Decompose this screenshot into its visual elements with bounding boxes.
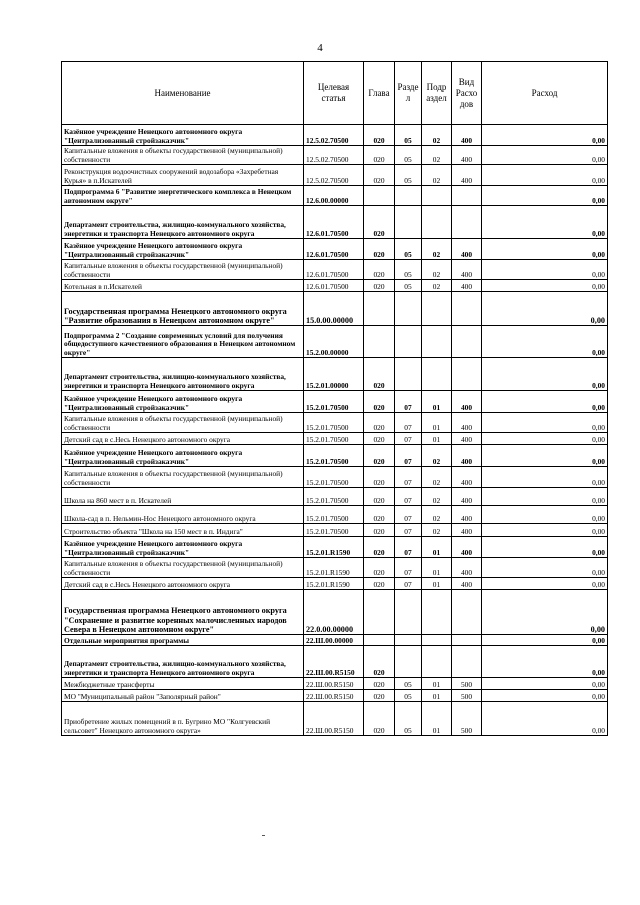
header-type: Вид Расхо дов <box>452 62 482 125</box>
cell-amount: 0,00 <box>482 678 608 690</box>
cell-subsection: 02 <box>422 165 452 186</box>
cell-amount: 0,00 <box>482 467 608 488</box>
cell-section: 05 <box>395 165 422 186</box>
cell-target: 22.Ш.00.R5150 <box>304 678 364 690</box>
cell-amount: 0,00 <box>482 186 608 206</box>
table-row <box>62 358 608 391</box>
cell-target: 12.6.00.00000 <box>304 186 364 206</box>
table-row <box>62 186 608 206</box>
cell-name: Реконструкция водоочистных сооружений водозабора «Захребетная Курья» в п.Искателей <box>62 165 304 186</box>
table-header-row <box>62 62 608 125</box>
cell-chapter: 020 <box>364 391 395 413</box>
cell-section <box>395 326 422 358</box>
cell-chapter: 020 <box>364 558 395 578</box>
cell-chapter: 020 <box>364 488 395 506</box>
cell-amount: 0,00 <box>482 558 608 578</box>
cell-type: 400 <box>452 578 482 590</box>
cell-amount: 0,00 <box>482 506 608 524</box>
table-row <box>62 326 608 358</box>
cell-target: 15.2.01.70500 <box>304 506 364 524</box>
cell-target: 12.6.01.70500 <box>304 280 364 292</box>
cell-type <box>452 186 482 206</box>
cell-amount: 0,00 <box>482 358 608 391</box>
cell-subsection <box>422 292 452 326</box>
cell-amount: 0,00 <box>482 165 608 186</box>
cell-name: Департамент строительства, жилищно-коммунального хозяйства, энергетики и транспорта Ненецкого автономного округа <box>62 206 304 239</box>
cell-section: 05 <box>395 146 422 165</box>
table-row <box>62 206 608 239</box>
cell-target: 22.Ш.00.R5150 <box>304 690 364 702</box>
cell-name: Детский сад в с.Несь Ненецкого автономного округа <box>62 578 304 590</box>
cell-chapter: 020 <box>364 358 395 391</box>
cell-type: 400 <box>452 524 482 537</box>
cell-section: 07 <box>395 578 422 590</box>
cell-amount: 0,00 <box>482 524 608 537</box>
budget-table <box>61 61 608 736</box>
cell-type: 400 <box>452 165 482 186</box>
table-row <box>62 280 608 292</box>
cell-type <box>452 206 482 239</box>
cell-chapter: 020 <box>364 413 395 433</box>
cell-section: 07 <box>395 445 422 467</box>
cell-subsection <box>422 635 452 646</box>
cell-type: 400 <box>452 280 482 292</box>
cell-section: 05 <box>395 125 422 146</box>
cell-name: Отдельные мероприятия программы <box>62 635 304 646</box>
cell-section: 07 <box>395 467 422 488</box>
table-row <box>62 524 608 537</box>
cell-target: 15.2.01.R1590 <box>304 578 364 590</box>
header-amount: Расход <box>482 62 608 125</box>
cell-name: Государственная программа Ненецкого автономного округа "Сохранение и развитие коренных малочисленных народов Севера в Ненецком автономном округе" <box>62 590 304 635</box>
cell-target: 15.2.01.70500 <box>304 488 364 506</box>
cell-target: 22.Ш.00.R5150 <box>304 646 364 678</box>
header-name: Наименование <box>62 62 304 125</box>
table-row <box>62 391 608 413</box>
cell-name: Школа на 860 мест в п. Искателей <box>62 488 304 506</box>
table-body <box>62 125 608 736</box>
cell-chapter: 020 <box>364 678 395 690</box>
table-row <box>62 146 608 165</box>
cell-section: 07 <box>395 524 422 537</box>
cell-chapter: 020 <box>364 445 395 467</box>
cell-name: Подпрограмма 2 "Создание современных условий для получения общедоступного качественного образования в Ненецком автономном округе" <box>62 326 304 358</box>
table-row <box>62 260 608 280</box>
cell-target: 22.Ш.00.R5150 <box>304 702 364 736</box>
cell-chapter: 020 <box>364 125 395 146</box>
table-row <box>62 678 608 690</box>
cell-amount: 0,00 <box>482 125 608 146</box>
cell-section <box>395 186 422 206</box>
cell-name: Казённое учреждение Ненецкого автономного округа "Централизованный стройзаказчик" <box>62 537 304 558</box>
cell-amount: 0,00 <box>482 433 608 445</box>
cell-name: Капитальные вложения в объекты государственной (муниципальной) собственности <box>62 413 304 433</box>
cell-chapter: 020 <box>364 690 395 702</box>
cell-target: 15.2.01.70500 <box>304 413 364 433</box>
cell-type <box>452 635 482 646</box>
cell-name: Подпрограмма 6 "Развитие энергетического комплекса в Ненецком автономном округе" <box>62 186 304 206</box>
cell-subsection: 01 <box>422 702 452 736</box>
cell-name: Казённое учреждение Ненецкого автономного округа "Централизованный стройзаказчик" <box>62 391 304 413</box>
cell-name: Приобретение жилых помещений в п. Бугрино МО "Колгуевский сельсовет" Ненецкого автономного округа» <box>62 702 304 736</box>
cell-target: 15.2.01.R1590 <box>304 537 364 558</box>
page-number: 4 <box>317 42 323 54</box>
cell-amount: 0,00 <box>482 578 608 590</box>
cell-amount: 0,00 <box>482 280 608 292</box>
table-row <box>62 702 608 736</box>
cell-subsection: 02 <box>422 260 452 280</box>
cell-target: 15.2.01.70500 <box>304 524 364 537</box>
cell-section: 05 <box>395 239 422 260</box>
cell-section <box>395 590 422 635</box>
table-row <box>62 690 608 702</box>
cell-amount: 0,00 <box>482 590 608 635</box>
cell-chapter: 020 <box>364 578 395 590</box>
cell-type <box>452 358 482 391</box>
cell-subsection <box>422 590 452 635</box>
table-row <box>62 239 608 260</box>
cell-amount: 0,00 <box>482 413 608 433</box>
table-row <box>62 445 608 467</box>
cell-subsection: 01 <box>422 678 452 690</box>
header-chapter: Глава <box>364 62 395 125</box>
cell-target: 15.2.01.00000 <box>304 358 364 391</box>
cell-type: 400 <box>452 125 482 146</box>
cell-target: 15.0.00.00000 <box>304 292 364 326</box>
cell-target: 12.5.02.70500 <box>304 146 364 165</box>
cell-name: Департамент строительства, жилищно-коммунального хозяйства, энергетики и транспорта Ненецкого автономного округа <box>62 646 304 678</box>
cell-name: Капитальные вложения в объекты государственной (муниципальной) собственности <box>62 146 304 165</box>
cell-section: 05 <box>395 260 422 280</box>
cell-chapter <box>364 326 395 358</box>
cell-name: Государственная программа Ненецкого автономного округа "Развитие образования в Ненецком автономном округе" <box>62 292 304 326</box>
cell-name: Школа-сад в п. Нельмин-Нос Ненецкого автономного округа <box>62 506 304 524</box>
cell-type: 400 <box>452 413 482 433</box>
cell-section: 07 <box>395 558 422 578</box>
cell-subsection: 01 <box>422 578 452 590</box>
cell-name: Строительство объекта "Школа на 150 мест в п. Индига" <box>62 524 304 537</box>
cell-type: 400 <box>452 239 482 260</box>
table-row <box>62 578 608 590</box>
cell-subsection <box>422 358 452 391</box>
cell-amount: 0,00 <box>482 635 608 646</box>
table-row <box>62 635 608 646</box>
header-section: Разде л <box>395 62 422 125</box>
cell-name: Казённое учреждение Ненецкого автономного округа "Централизованный стройзаказчик" <box>62 125 304 146</box>
cell-target: 15.2.00.00000 <box>304 326 364 358</box>
cell-subsection <box>422 646 452 678</box>
cell-type: 400 <box>452 537 482 558</box>
cell-type: 500 <box>452 702 482 736</box>
cell-target: 12.5.02.70500 <box>304 125 364 146</box>
cell-subsection: 02 <box>422 524 452 537</box>
table-row <box>62 413 608 433</box>
cell-chapter: 020 <box>364 239 395 260</box>
cell-section <box>395 358 422 391</box>
cell-amount: 0,00 <box>482 292 608 326</box>
cell-target: 12.6.01.70500 <box>304 206 364 239</box>
cell-amount: 0,00 <box>482 702 608 736</box>
cell-target: 15.2.01.70500 <box>304 391 364 413</box>
cell-amount: 0,00 <box>482 445 608 467</box>
cell-chapter <box>364 292 395 326</box>
cell-target: 12.6.01.70500 <box>304 260 364 280</box>
cell-subsection: 02 <box>422 239 452 260</box>
cell-name: Капитальные вложения в объекты государственной (муниципальной) собственности <box>62 467 304 488</box>
cell-amount: 0,00 <box>482 146 608 165</box>
cell-name: Департамент строительства, жилищно-коммунального хозяйства, энергетики и транспорта Ненецкого автономного округа <box>62 358 304 391</box>
cell-target: 15.2.01.R1590 <box>304 558 364 578</box>
cell-type: 400 <box>452 467 482 488</box>
cell-subsection: 01 <box>422 413 452 433</box>
cell-type: 400 <box>452 260 482 280</box>
cell-subsection: 01 <box>422 391 452 413</box>
cell-type: 400 <box>452 445 482 467</box>
table-row <box>62 165 608 186</box>
table-row <box>62 292 608 326</box>
cell-target: 15.2.01.70500 <box>304 445 364 467</box>
cell-chapter: 020 <box>364 146 395 165</box>
cell-type: 400 <box>452 433 482 445</box>
cell-chapter: 020 <box>364 467 395 488</box>
cell-section: 07 <box>395 433 422 445</box>
cell-type: 500 <box>452 678 482 690</box>
cell-section: 07 <box>395 506 422 524</box>
cell-chapter: 020 <box>364 433 395 445</box>
cell-section <box>395 635 422 646</box>
cell-subsection <box>422 326 452 358</box>
table-row <box>62 125 608 146</box>
table-row <box>62 488 608 506</box>
cell-type: 400 <box>452 391 482 413</box>
cell-chapter: 020 <box>364 206 395 239</box>
cell-name: Казённое учреждение Ненецкого автономного округа "Централизованный стройзаказчик" <box>62 445 304 467</box>
cell-target: 15.2.01.70500 <box>304 433 364 445</box>
cell-section: 05 <box>395 280 422 292</box>
cell-name: Межбюджетные трансферты <box>62 678 304 690</box>
cell-amount: 0,00 <box>482 690 608 702</box>
cell-subsection: 02 <box>422 146 452 165</box>
cell-chapter: 020 <box>364 702 395 736</box>
cell-subsection <box>422 206 452 239</box>
cell-section <box>395 646 422 678</box>
cell-type <box>452 646 482 678</box>
cell-section: 05 <box>395 702 422 736</box>
table-row <box>62 467 608 488</box>
cell-section: 07 <box>395 391 422 413</box>
cell-section: 05 <box>395 690 422 702</box>
table-row <box>62 590 608 635</box>
cell-section: 07 <box>395 488 422 506</box>
table-row <box>62 558 608 578</box>
cell-target: 12.5.02.70500 <box>304 165 364 186</box>
cell-target: 22.0.00.00000 <box>304 590 364 635</box>
cell-chapter <box>364 186 395 206</box>
cell-subsection: 01 <box>422 433 452 445</box>
cell-chapter <box>364 590 395 635</box>
cell-amount: 0,00 <box>482 239 608 260</box>
cell-name: МО "Муниципальный район "Заполярный район" <box>62 690 304 702</box>
cell-chapter: 020 <box>364 165 395 186</box>
cell-type: 400 <box>452 558 482 578</box>
cell-amount: 0,00 <box>482 537 608 558</box>
cell-type: 400 <box>452 488 482 506</box>
cell-type <box>452 326 482 358</box>
cell-subsection <box>422 186 452 206</box>
cell-section: 07 <box>395 413 422 433</box>
table-row <box>62 537 608 558</box>
cell-section: 07 <box>395 537 422 558</box>
cell-amount: 0,00 <box>482 206 608 239</box>
cell-target: 12.6.01.70500 <box>304 239 364 260</box>
cell-section <box>395 292 422 326</box>
cell-subsection: 01 <box>422 537 452 558</box>
cell-type <box>452 590 482 635</box>
cell-subsection: 02 <box>422 445 452 467</box>
cell-subsection: 02 <box>422 125 452 146</box>
table-row <box>62 506 608 524</box>
cell-amount: 0,00 <box>482 391 608 413</box>
cell-subsection: 01 <box>422 690 452 702</box>
header-subsection: Подр аздел <box>422 62 452 125</box>
cell-type: 500 <box>452 690 482 702</box>
cell-subsection: 01 <box>422 558 452 578</box>
table-row <box>62 433 608 445</box>
cell-type: 400 <box>452 146 482 165</box>
cell-chapter: 020 <box>364 260 395 280</box>
cell-subsection: 02 <box>422 488 452 506</box>
cell-amount: 0,00 <box>482 260 608 280</box>
cell-subsection: 02 <box>422 280 452 292</box>
cell-subsection: 02 <box>422 506 452 524</box>
cell-amount: 0,00 <box>482 646 608 678</box>
cell-chapter: 020 <box>364 537 395 558</box>
cell-chapter: 020 <box>364 646 395 678</box>
cell-section: 05 <box>395 678 422 690</box>
cell-name: Капитальные вложения в объекты государственной (муниципальной) собственности <box>62 260 304 280</box>
scan-mark <box>262 835 265 836</box>
cell-target: 22.Ш.00.00000 <box>304 635 364 646</box>
cell-type <box>452 292 482 326</box>
cell-name: Казённое учреждение Ненецкого автономного округа "Централизованный стройзаказчик" <box>62 239 304 260</box>
cell-name: Котельная в п.Искателей <box>62 280 304 292</box>
cell-chapter: 020 <box>364 506 395 524</box>
cell-type: 400 <box>452 506 482 524</box>
cell-chapter <box>364 635 395 646</box>
cell-amount: 0,00 <box>482 326 608 358</box>
table-row <box>62 646 608 678</box>
cell-name: Детский сад в с.Несь Ненецкого автономного округа <box>62 433 304 445</box>
cell-target: 15.2.01.70500 <box>304 467 364 488</box>
cell-subsection: 02 <box>422 467 452 488</box>
cell-amount: 0,00 <box>482 488 608 506</box>
cell-section <box>395 206 422 239</box>
header-target: Целевая статья <box>304 62 364 125</box>
cell-name: Капитальные вложения в объекты государственной (муниципальной) собственности <box>62 558 304 578</box>
cell-chapter: 020 <box>364 524 395 537</box>
cell-chapter: 020 <box>364 280 395 292</box>
